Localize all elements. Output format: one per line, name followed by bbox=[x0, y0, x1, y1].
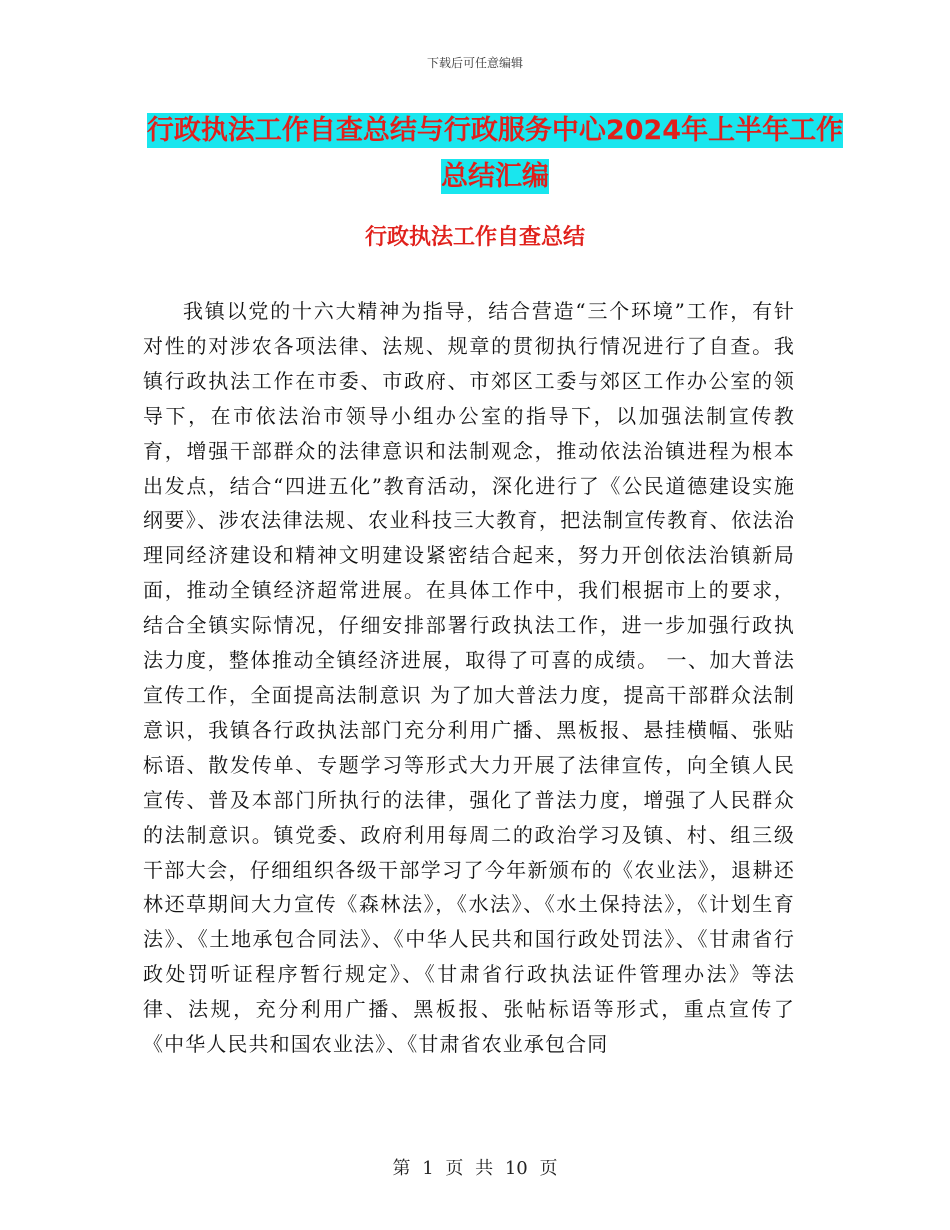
page-number-footer: 第 1 页 共 10 页 bbox=[392, 1158, 558, 1179]
header-note: 下载后可任意编辑 bbox=[426, 56, 523, 70]
document-title-text: 行政执法工作自查总结与行政服务中心2024年上半年工作总结汇编 bbox=[146, 115, 844, 192]
section-title: 行政执法工作自查总结 bbox=[364, 225, 585, 250]
document-title bbox=[140, 108, 850, 200]
body-paragraph: 我镇以党的十六大精神为指导，结合营造“三个环境”工作，有针对性的对涉农各项法律、法规、规章的贯彻执行情况进行了自查。我镇行政执法工作在市委、市政府、市郊区工委与郊区工作办公室的领导下，在市依法治市领导小组办公室的指导下，以加强法制宣传教育，增强干部群众的法律意识和法制观念，推动依法治镇进程为根本出发点，结合“四进五化”教育活动，深化进行了《公民道德建设实施纲要》、涉农法律法规、农业科技三大教育，把法制宣传教育、依法治理同经济建设和精神文明建设紧密结合起来，努力开创依法治镇新局面，推动全镇经济超常进展。在具体工作中，我们根据市上的要求，结合全镇实际情况，仔细安排部署行政执法工作，进一步加强行政执法力度，整体推动全镇经济进展，取得了可喜的成绩。 一、加大普法宣传工作，全面提高法制意识 为了加大普法力度，提高干部群众法制意识，我镇各行政执法部门充分利用广播、黑板报、悬挂横幅、张贴标语、散发传单、专题学习等形式大力开展了法律宣传，向全镇人民宣传、普及本部门所执行的法律，强化了普法力度，增强了人民群众的法制意识。镇党委、政府利用每周二的政治学习及镇、村、组三级干部大会，仔细组织各级干部学习了今年新颁布的《农业法》，退耕还林还草期间大力宣传《森林法》，《水法》、《水土保持法》，《计划生育法》、《土地承包合同法》、《中华人民共和国行政处罚法》、《甘肃省行政处罚听证程序暂行规定》、《甘肃省行政执法证件管理办法》等法律、法规，充分利用广播、黑板报、张帖标语等形式，重点宣传了《中华人民共和国农业法》、《甘肃省农业承包合同 bbox=[143, 299, 795, 1057]
